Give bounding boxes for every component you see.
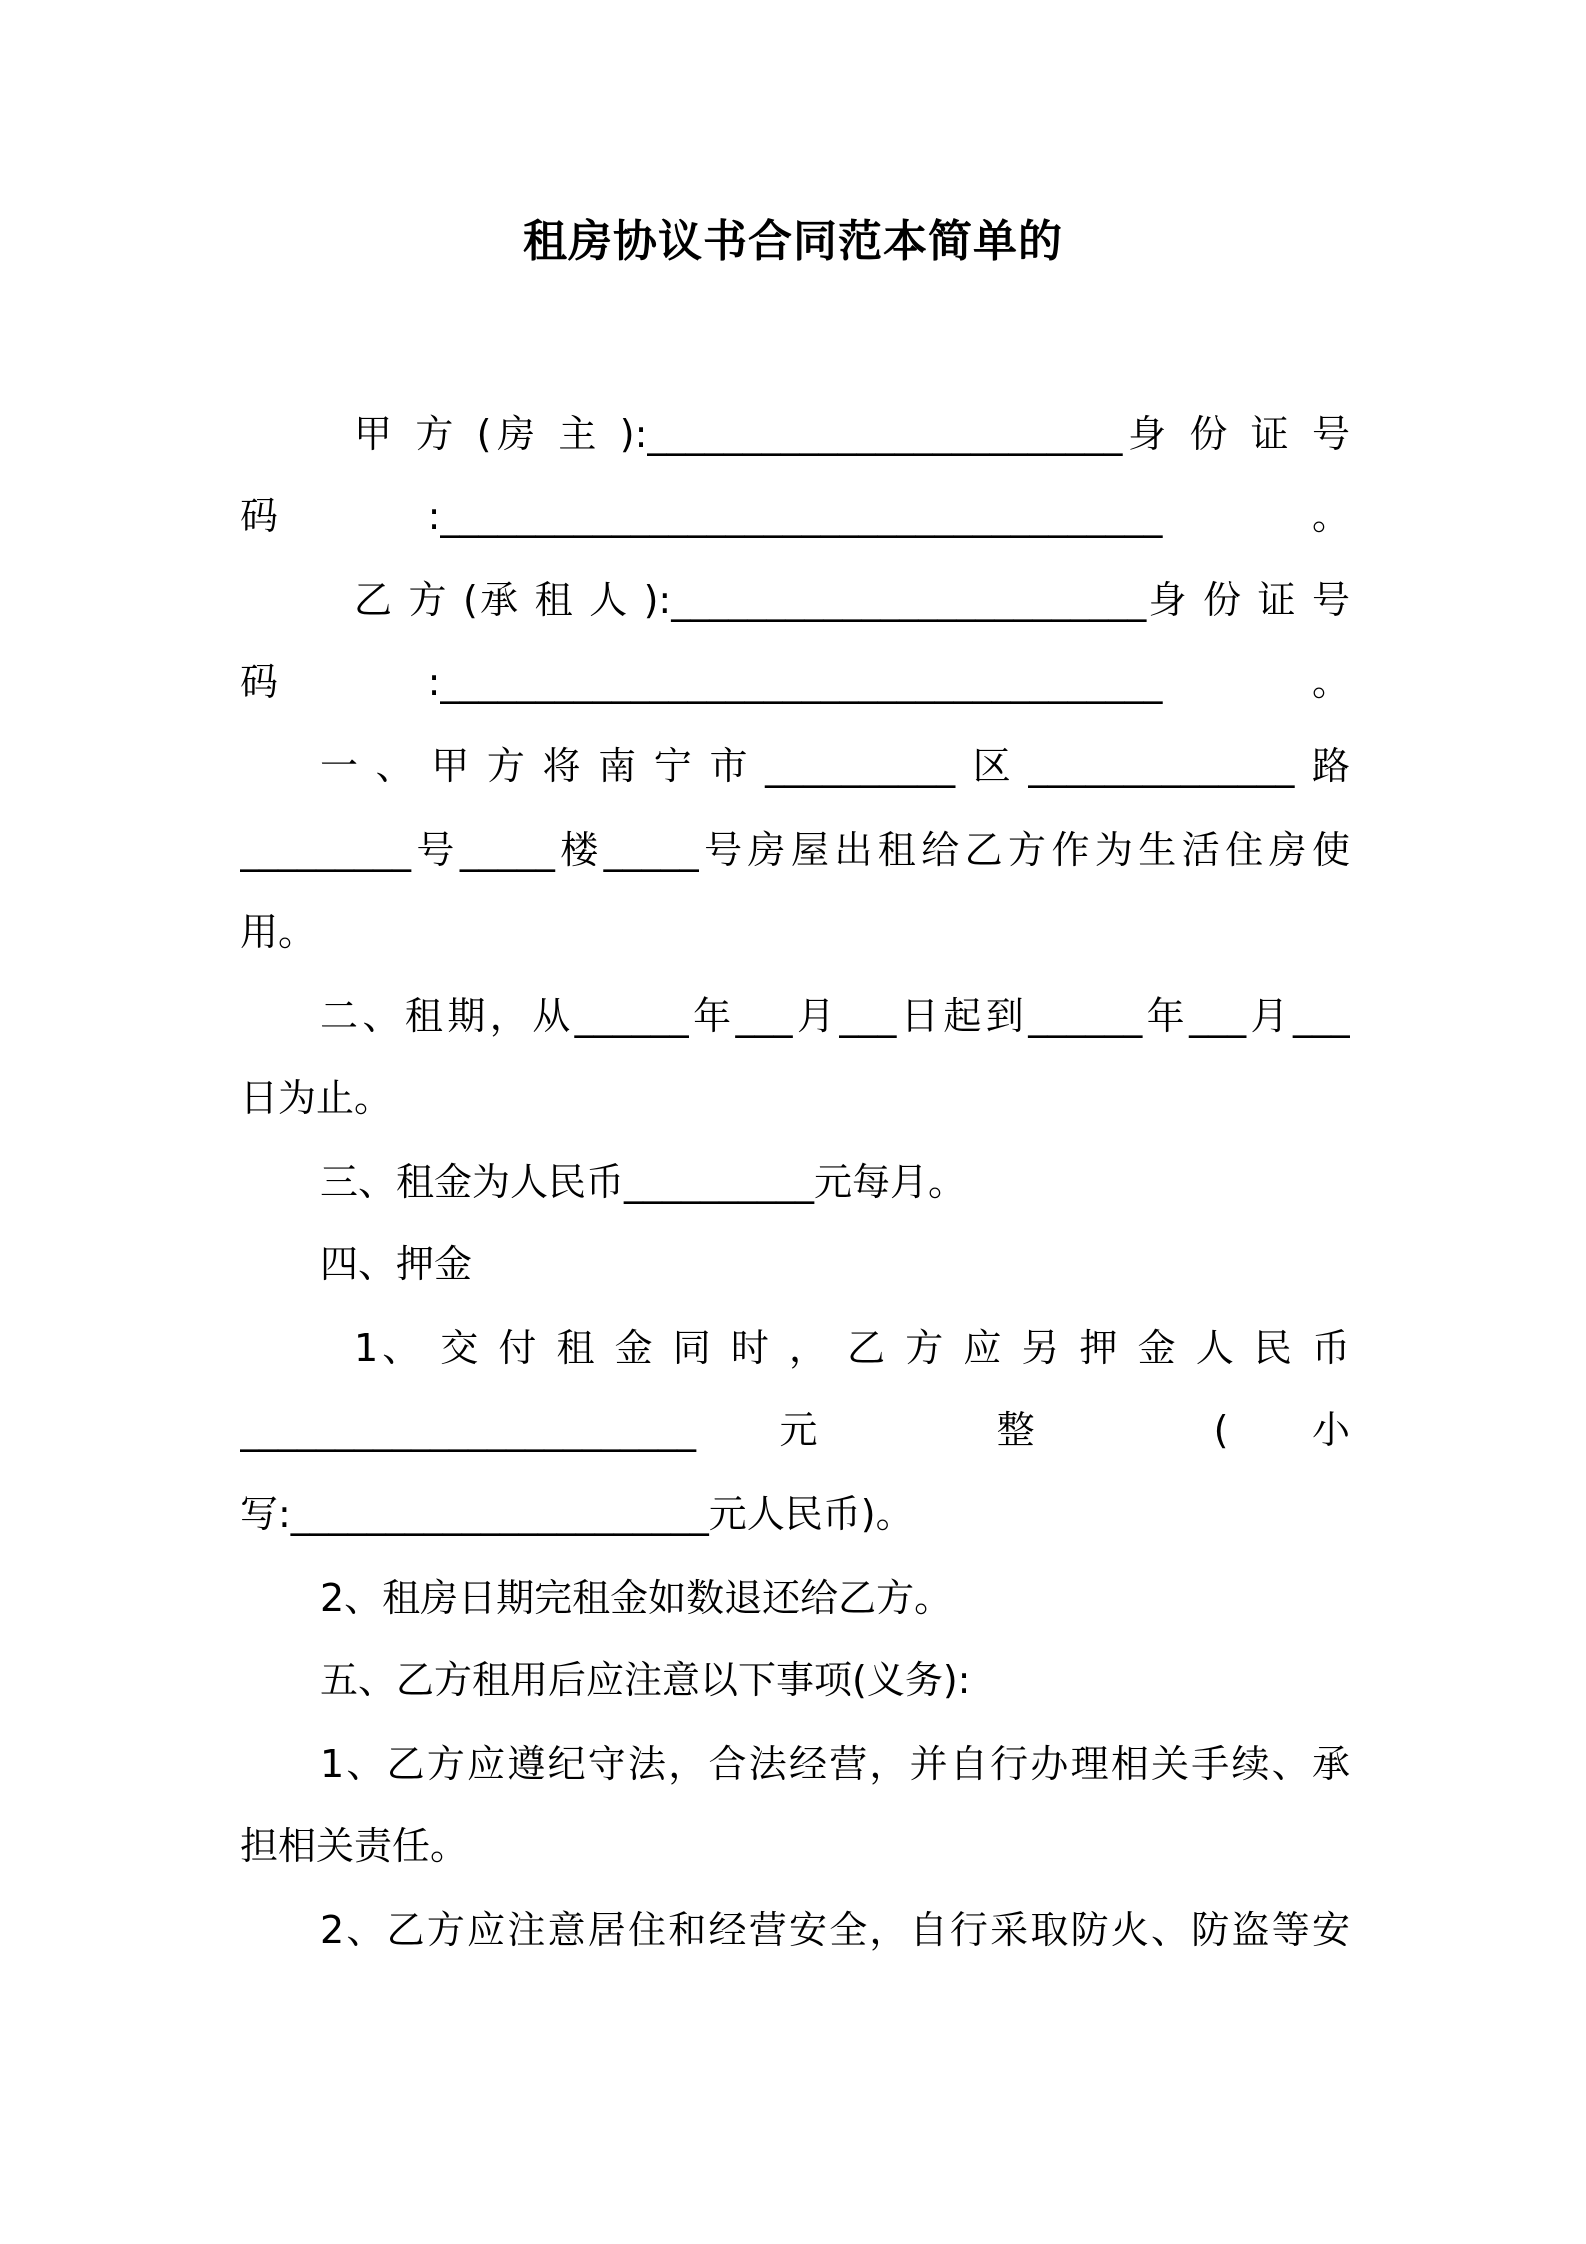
clause-5-heading: 五、乙方租用后应注意以下事项(义务): [320, 1658, 971, 1702]
document-title: 租房协议书合同范本简单的 [523, 216, 1063, 267]
clause-3-line: 三、租金为人民币__________元每月。 [320, 1160, 967, 1204]
clause-2-line-2: 日为止。 [240, 1076, 393, 1120]
clause-4-item-1-line-2: ________________________元 整 (小 [240, 1408, 1350, 1452]
clause-1-line-1: 一、甲方将南宁市__________区______________路 [320, 744, 1350, 788]
party-b-id-line: 码:______________________________________。 [240, 660, 1350, 704]
clause-5-item-2-line-1: 2、乙方应注意居住和经营安全，自行采取防火、防盗等安 [320, 1908, 1350, 1952]
party-a-id-line: 码:______________________________________。 [240, 494, 1350, 538]
clause-1-line-3: 用。 [240, 910, 317, 954]
clause-1-line-2: _________号_____楼_____号房屋出租给乙方作为生活住房使 [240, 828, 1350, 872]
clause-5-item-1-line-2: 担相关责任。 [240, 1824, 469, 1868]
clause-5-item-1-line-1: 1、乙方应遵纪守法，合法经营，并自行办理相关手续、承 [320, 1742, 1350, 1786]
party-b-line: 乙 方 (承 租 人 ):_________________________身 份 证 号 [354, 578, 1350, 622]
clause-4-heading: 四、押金 [320, 1242, 473, 1286]
party-a-line: 甲 方 (房 主 ):_________________________身 份 证 号 [354, 412, 1350, 456]
clause-4-item-1-line-1: 1、 交 付 租 金 同 时 ， 乙 方 应 另 押 金 人 民 币 [354, 1326, 1350, 1370]
clause-4-item-2-line: 2、租房日期完租金如数退还给乙方。 [320, 1576, 953, 1620]
clause-4-item-1-line-3: 写:______________________元人民币)。 [240, 1492, 914, 1536]
clause-2-line-1: 二、租期，从______年___月___日起到______年___月___ [320, 994, 1350, 1038]
